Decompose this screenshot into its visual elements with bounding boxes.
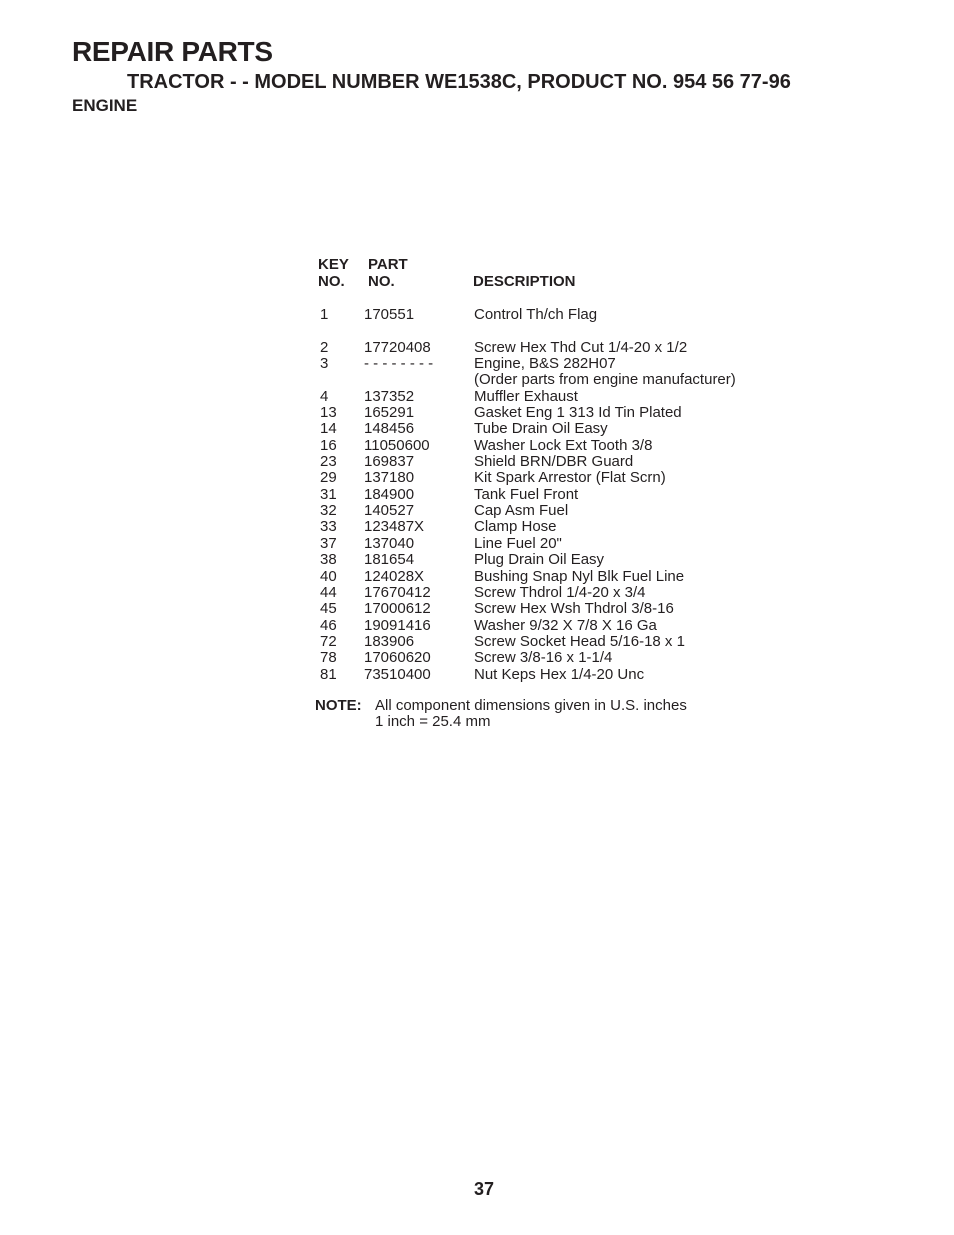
description-cell: Washer 9/32 X 7/8 X 16 Ga — [474, 616, 657, 634]
part-no-cell: 19091416 — [364, 616, 431, 634]
description-cell: Gasket Eng 1 313 Id Tin Plated — [474, 404, 682, 422]
section-heading: ENGINE — [72, 96, 138, 115]
parts-rows — [0, 307, 954, 683]
table-row — [0, 503, 954, 519]
key-no-cell: 33 — [320, 518, 337, 536]
description-cell: Screw Socket Head 5/16-18 x 1 — [474, 632, 685, 650]
description-cell: Screw Thdrol 1/4-20 x 3/4 — [474, 583, 646, 601]
column-header-part-line2: NO. — [368, 273, 395, 290]
table-row — [0, 307, 954, 323]
table-row — [0, 454, 954, 470]
table-row — [0, 356, 954, 372]
part-no-cell: 137352 — [364, 387, 415, 405]
key-no-cell: 32 — [320, 502, 337, 520]
column-header-part-line1: PART — [368, 256, 408, 273]
key-no-cell: 2 — [320, 338, 329, 356]
table-row — [0, 650, 954, 666]
part-no-cell: 17670412 — [364, 583, 431, 601]
table-row — [0, 421, 954, 437]
description-cell: Line Fuel 20" — [474, 534, 562, 552]
part-no-cell: 17720408 — [364, 338, 431, 356]
part-no-cell: 165291 — [364, 404, 415, 422]
note-line-1: All component dimensions given in U.S. inches — [375, 697, 687, 714]
description-cell: Screw Hex Thd Cut 1/4-20 x 1/2 — [474, 338, 688, 356]
part-no-cell: 17000612 — [364, 600, 431, 618]
key-no-cell: 14 — [320, 420, 337, 438]
table-row — [0, 323, 954, 339]
key-no-cell: 4 — [320, 387, 329, 405]
key-no-cell: 31 — [320, 485, 337, 503]
table-row — [0, 536, 954, 552]
page-number: 37 — [473, 1179, 495, 1199]
description-cell: (Order parts from engine manufacturer) — [474, 371, 736, 389]
description-cell: Clamp Hose — [474, 518, 557, 536]
description-cell: Kit Spark Arrestor (Flat Scrn) — [474, 469, 666, 487]
table-row — [0, 389, 954, 405]
note-label: NOTE: — [315, 697, 362, 714]
table-row — [0, 340, 954, 356]
part-no-cell: 123487X — [364, 518, 425, 536]
key-no-cell: 44 — [320, 583, 337, 601]
key-no-cell: 3 — [320, 355, 329, 373]
description-cell: Nut Keps Hex 1/4-20 Unc — [474, 665, 645, 683]
part-no-cell: 124028X — [364, 567, 425, 585]
table-row — [0, 618, 954, 634]
description-cell: Washer Lock Ext Tooth 3/8 — [474, 436, 653, 454]
description-cell: Tube Drain Oil Easy — [474, 420, 608, 438]
model-subtitle: TRACTOR - - MODEL NUMBER WE1538C, PRODUCT NO. 954 56 77-96 — [127, 71, 791, 93]
description-cell: Engine, B&S 282H07 — [474, 355, 616, 373]
description-cell: Bushing Snap Nyl Blk Fuel Line — [474, 567, 685, 585]
key-no-cell: 40 — [320, 567, 337, 585]
part-no-cell: 137040 — [364, 534, 415, 552]
part-no-cell: 137180 — [364, 469, 415, 487]
part-no-cell: 140527 — [364, 502, 415, 520]
description-cell: Control Th/ch Flag — [474, 306, 598, 323]
column-header-key-line1: KEY — [318, 256, 349, 273]
key-no-cell: 45 — [320, 600, 337, 618]
key-no-cell: 13 — [320, 404, 337, 422]
table-row — [0, 372, 954, 388]
description-cell: Tank Fuel Front — [474, 485, 579, 503]
part-no-cell: 181654 — [364, 551, 415, 569]
description-cell: Cap Asm Fuel — [474, 502, 569, 520]
key-no-cell: 16 — [320, 436, 337, 454]
table-row — [0, 470, 954, 486]
table-row — [0, 438, 954, 454]
table-row — [0, 487, 954, 503]
key-no-cell: 38 — [320, 551, 337, 569]
column-header-key-line2: NO. — [318, 273, 345, 290]
table-row — [0, 634, 954, 650]
description-cell: Muffler Exhaust — [474, 387, 578, 405]
table-row — [0, 552, 954, 568]
key-no-cell: 23 — [320, 453, 337, 471]
table-row — [0, 585, 954, 601]
key-no-cell: 46 — [320, 616, 337, 634]
note-line-2: 1 inch = 25.4 mm — [375, 713, 491, 730]
key-no-cell: 37 — [320, 534, 337, 552]
description-cell: Plug Drain Oil Easy — [474, 551, 605, 569]
table-row — [0, 601, 954, 617]
dimension-note — [315, 698, 687, 730]
table-row — [0, 569, 954, 585]
key-no-cell: 29 — [320, 469, 337, 487]
part-no-cell: 17060620 — [364, 649, 431, 667]
description-cell: Screw 3/8-16 x 1-1/4 — [474, 649, 613, 667]
description-cell: Screw Hex Wsh Thdrol 3/8-16 — [474, 600, 674, 618]
part-no-cell: 169837 — [364, 453, 415, 471]
part-no-cell: 170551 — [364, 306, 415, 323]
description-cell: Shield BRN/DBR Guard — [474, 453, 634, 471]
part-no-cell: 183906 — [364, 632, 415, 650]
page-title: REPAIR PARTS — [72, 36, 273, 67]
column-header-description: DESCRIPTION — [473, 273, 576, 290]
table-row — [0, 519, 954, 535]
part-no-cell: 184900 — [364, 485, 415, 503]
key-no-cell: 72 — [320, 632, 337, 650]
part-no-cell: 11050600 — [364, 436, 430, 454]
part-no-cell: 73510400 — [364, 665, 431, 683]
key-no-cell: 1 — [320, 306, 329, 323]
part-no-cell: 148456 — [364, 420, 415, 438]
key-no-cell: 78 — [320, 649, 337, 667]
table-row — [0, 667, 954, 683]
table-row — [0, 405, 954, 421]
key-no-cell: 81 — [320, 665, 337, 683]
part-no-cell: - - - - - - - - — [364, 355, 434, 373]
